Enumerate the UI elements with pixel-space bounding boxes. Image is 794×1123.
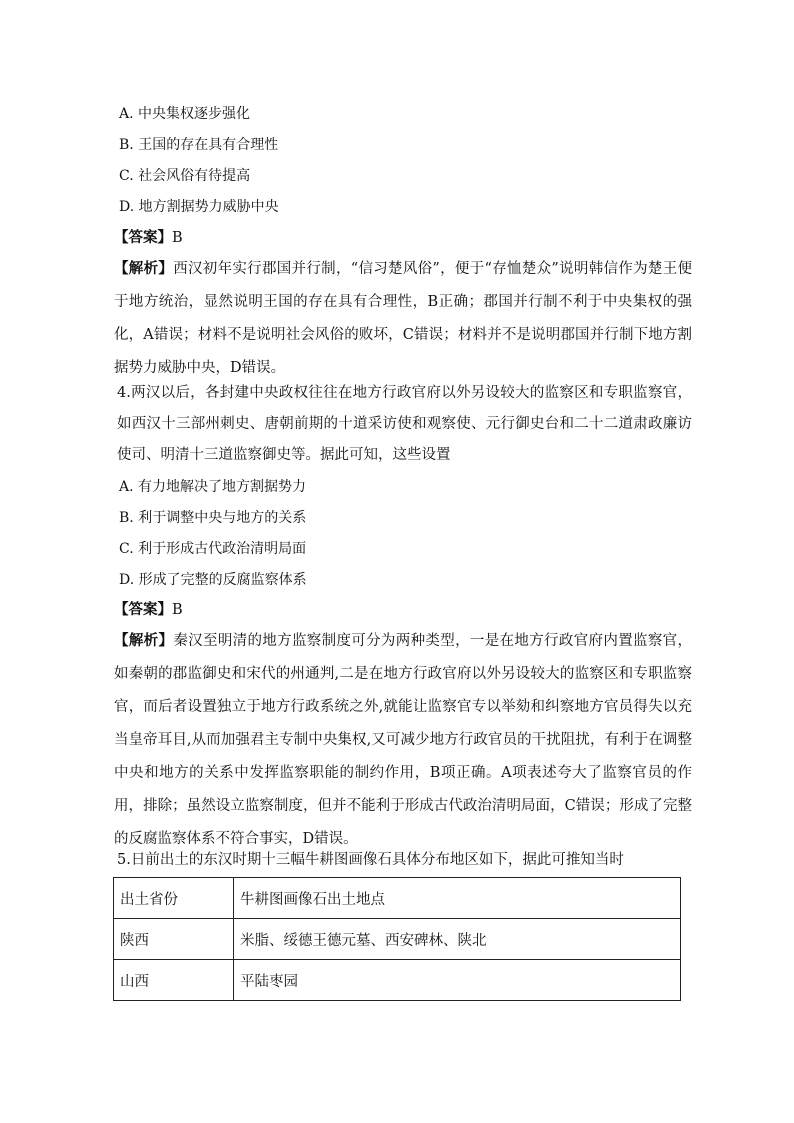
q3-analysis bbox=[114, 252, 692, 385]
unearthed-locations-table bbox=[113, 877, 681, 1001]
q4-answer bbox=[114, 600, 183, 620]
q4-analysis-tag: 【解析】 bbox=[114, 632, 174, 649]
q3-answer-value: B bbox=[172, 230, 183, 246]
q3-option-b: B. 王国的存在具有合理性 bbox=[119, 137, 279, 153]
q3-analysis-tag: 【解析】 bbox=[114, 260, 174, 277]
q4-option-b: B. 利于调整中央与地方的关系 bbox=[119, 510, 307, 526]
q3-answer bbox=[114, 228, 183, 248]
table-row bbox=[114, 919, 681, 960]
q3-option-c: C. 社会风俗有待提高 bbox=[119, 168, 251, 184]
table-cell-province: 陕西 bbox=[114, 919, 234, 960]
table-cell-location: 平陆枣园 bbox=[234, 960, 681, 1001]
table-row bbox=[114, 960, 681, 1001]
q3-option-a: A. 中央集权逐步强化 bbox=[119, 106, 251, 122]
table-cell-location: 米脂、绥德王德元墓、西安碑林、陕北 bbox=[234, 919, 681, 960]
table-header-location: 牛耕图画像石出土地点 bbox=[234, 878, 681, 919]
table-header-row bbox=[114, 878, 681, 919]
q3-analysis-text: 西汉初年实行郡国并行制，“信习楚风俗”，便于“存恤楚众”说明韩信作为楚王便于地方统治，显然说明王国的存在具有合理性，B正确；郡国并行制不利于中央集权的强化，A错误；材料不是说明社会风俗的败坏，C错误；材料并不是说明郡国并行制下地方割据势力威胁中央，D错误。 bbox=[114, 261, 692, 376]
q4-analysis bbox=[114, 624, 692, 856]
q4-option-c: C. 利于形成古代政治清明局面 bbox=[119, 541, 307, 557]
table-header-province: 出土省份 bbox=[114, 878, 234, 919]
q4-option-a: A. 有力地解决了地方割据势力 bbox=[119, 479, 307, 495]
q4-analysis-text: 秦汉至明清的地方监察制度可分为两种类型，一是在地方行政官府内置监察官，如秦朝的郡监御史和宋代的州通判,二是在地方行政官府以外另设较大的监察区和专职监察官，而后者设置独立于地方行政系统之外,就能让监察官专以举劾和纠察地方官员得失以充当皇帝耳目,从而加强君主专制中央集权,又可减少地方行政官员的干扰阻扰，有利于在调整中央和地方的关系中发挥监察职能的制约作用，B项正确。A项表述夸大了监察官员的作用，排除；虽然设立监察制度，但并不能利于形成古代政治清明局面，C错误；形成了完整的反腐监察体系不符合事实，D错误。 bbox=[114, 633, 693, 847]
q3-answer-tag: 【答案】 bbox=[114, 229, 172, 246]
q4-option-d: D. 形成了完整的反腐监察体系 bbox=[119, 572, 307, 588]
table-cell-province: 山西 bbox=[114, 960, 234, 1001]
q4-answer-value: B bbox=[172, 602, 183, 618]
q4-stem: 4.两汉以后，各封建中央政权往往在地方行政官府以外另设较大的监察区和专职监察官，如西汉十三部州刺史、唐朝前期的十道采访使和观察使、元行御史台和二十二道肃政廉访使司、明清十三道监察御史等。据此可知，这些设置 bbox=[117, 385, 692, 463]
q4-answer-tag: 【答案】 bbox=[114, 601, 172, 618]
q3-option-d: D. 地方割据势力威胁中央 bbox=[119, 199, 279, 215]
q5-stem: 5.日前出土的东汉时期十三幅牛耕图画像石具体分布地区如下，据此可推知当时 bbox=[117, 852, 624, 868]
